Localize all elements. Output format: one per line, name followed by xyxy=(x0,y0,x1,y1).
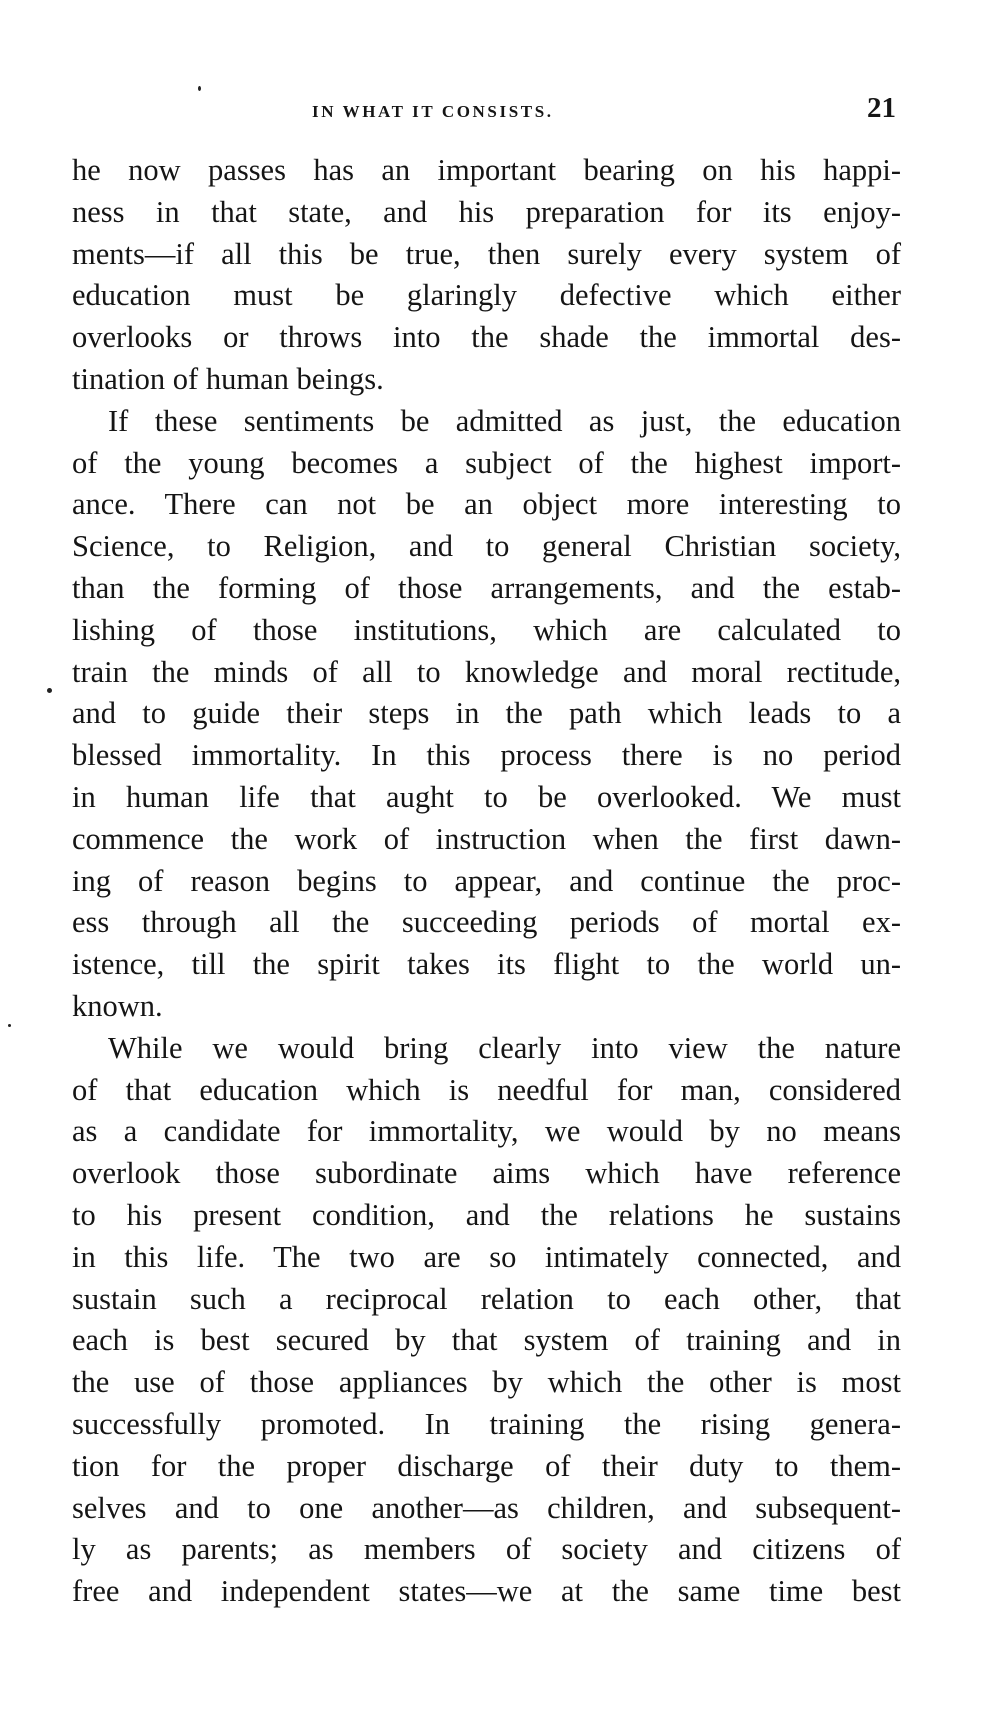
text-line: lishing of those institutions, which are calculated to xyxy=(72,612,901,647)
body-text xyxy=(72,150,901,1613)
text-line: ly as parents; as members of society and citizens of xyxy=(72,1532,901,1567)
text-line: of the young becomes a subject of the highest import- xyxy=(72,445,901,480)
text-line: overlook those subordinate aims which have reference xyxy=(72,1156,901,1191)
text-line: and to guide their steps in the path which leads to a xyxy=(72,696,901,731)
text-line: ing of reason begins to appear, and continue the proc- xyxy=(72,863,901,898)
text-line: each is best secured by that system of training and in xyxy=(72,1323,901,1358)
text-line: known. xyxy=(72,988,163,1023)
text-line: blessed immortality. In this process there is no period xyxy=(72,738,901,773)
text-line: as a candidate for immortality, we would by no means xyxy=(72,1114,901,1149)
text-line: ess through all the succeeding periods of mortal ex- xyxy=(72,905,901,940)
text-line: education must be glaringly defective which either xyxy=(72,278,901,313)
text-line: commence the work of instruction when the first dawn- xyxy=(72,821,901,856)
text-line: ness in that state, and his preparation for its enjoy- xyxy=(72,194,901,229)
text-line: he now passes has an important bearing on his happi- xyxy=(72,153,901,187)
text-line: than the forming of those arrangements, and the estab- xyxy=(72,570,901,605)
text-line: tination of human beings. xyxy=(72,361,384,396)
running-title: IN WHAT IT CONSISTS. xyxy=(312,102,554,121)
text-line: selves and to one another—as children, and subsequent- xyxy=(72,1490,901,1525)
running-head xyxy=(74,92,900,132)
text-line: of that education which is needful for man, considered xyxy=(72,1072,901,1107)
text-line: in this life. The two are so intimately connected, and xyxy=(72,1239,901,1274)
scan-speck xyxy=(8,1024,11,1027)
text-line: the use of those appliances by which the other is most xyxy=(72,1365,901,1400)
text-line: to his present condition, and the relations he sustains xyxy=(72,1197,901,1232)
text-line: istence, till the spirit takes its flight to the world un- xyxy=(72,947,901,982)
page-number: 21 xyxy=(867,92,896,124)
text-line: ments—if all this be true, then surely every system of xyxy=(72,236,901,271)
scan-speck xyxy=(47,688,52,693)
text-line: ance. There can not be an object more interesting to xyxy=(72,487,901,522)
text-line: successfully promoted. In training the rising genera- xyxy=(72,1406,901,1441)
text-line: in human life that aught to be overlooked. We must xyxy=(72,779,901,814)
text-line: train the minds of all to knowledge and moral rectitude, xyxy=(72,654,901,689)
text-line: overlooks or throws into the shade the immortal des- xyxy=(72,320,901,355)
scan-speck xyxy=(198,86,201,91)
text-line: If these sentiments be admitted as just, the education xyxy=(108,403,901,438)
text-line: free and independent states—we at the same time best xyxy=(72,1574,901,1609)
text-line: sustain such a reciprocal relation to each other, that xyxy=(72,1281,901,1316)
text-line: tion for the proper discharge of their duty to them- xyxy=(72,1448,901,1483)
text-line: While we would bring clearly into view the nature xyxy=(108,1030,901,1065)
text-line: Science, to Religion, and to general Christian society, xyxy=(72,529,901,564)
